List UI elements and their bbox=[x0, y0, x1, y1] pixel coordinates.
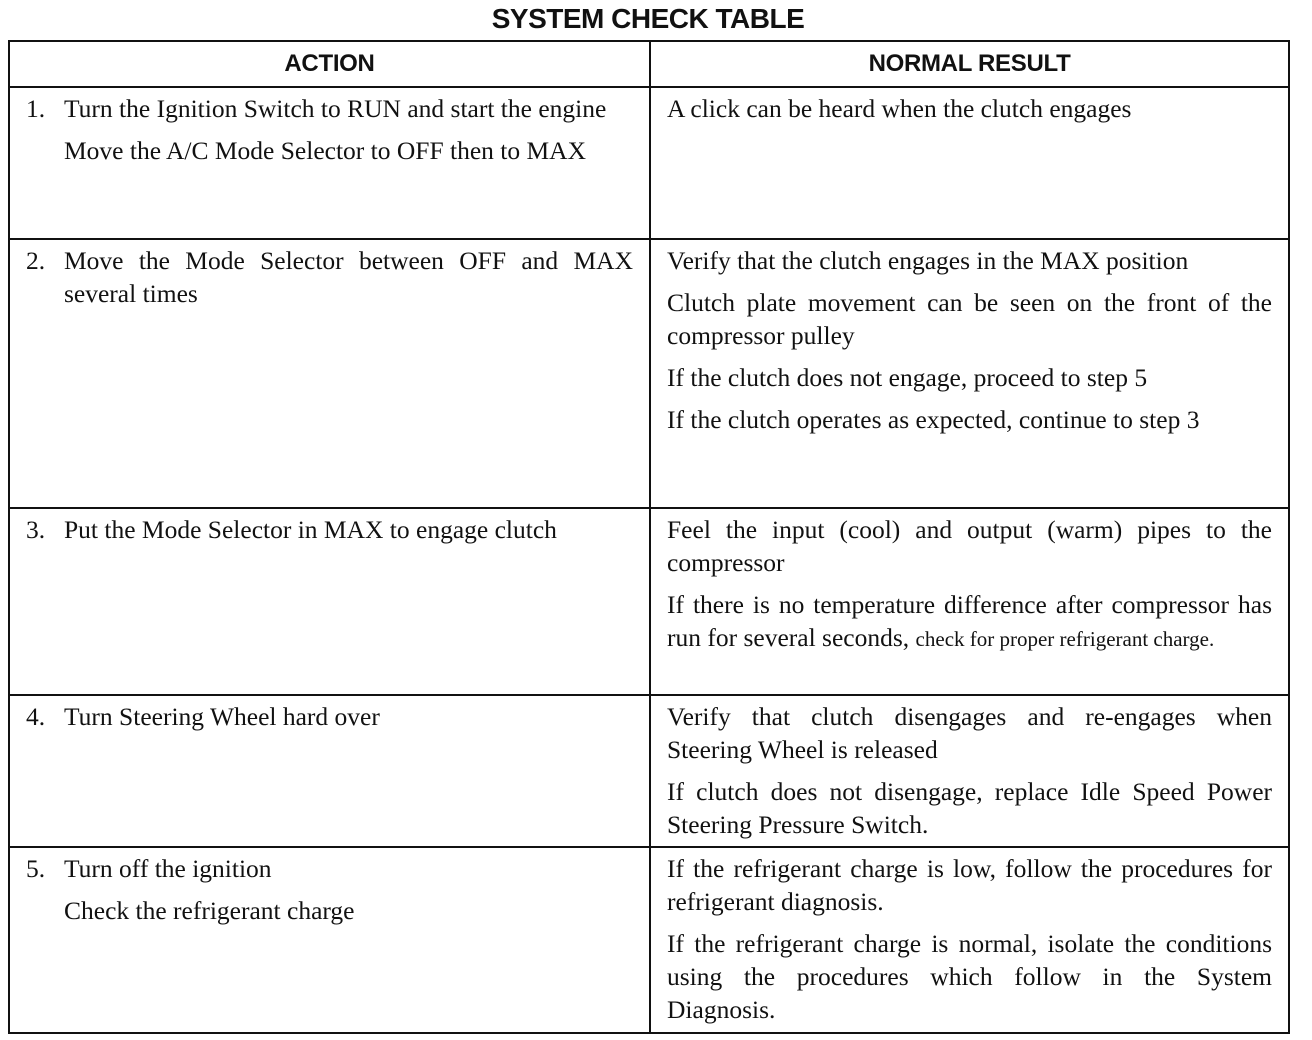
result-cell bbox=[650, 508, 1289, 695]
step-number: 2. bbox=[26, 246, 46, 275]
result-text: If the refrigerant charge is low, follow the procedures for refrigerant diagnosis. bbox=[667, 854, 1272, 916]
action-cell bbox=[9, 87, 650, 239]
action-text: Put the Mode Selector in MAX to engage clutch bbox=[64, 515, 557, 544]
result-text: If the refrigerant charge is normal, isolate the conditions using the procedures which follow in the System Diagnosis. bbox=[667, 929, 1272, 1024]
table-row bbox=[9, 87, 1289, 239]
result-text: If clutch does not disengage, replace Idle Speed Power Steering Pressure Switch. bbox=[667, 777, 1272, 839]
step-number: 4. bbox=[26, 702, 46, 731]
action-text: Turn Steering Wheel hard over bbox=[64, 702, 380, 731]
result-text: Feel the input (cool) and output (warm) pipes to the compressor bbox=[667, 515, 1272, 577]
result-cell bbox=[650, 239, 1289, 508]
result-text: Verify that the clutch engages in the MAX position bbox=[667, 246, 1189, 275]
action-text: Turn the Ignition Switch to RUN and start the engine bbox=[64, 94, 607, 123]
action-cell bbox=[9, 508, 650, 695]
result-cell bbox=[650, 87, 1289, 239]
action-cell bbox=[9, 239, 650, 508]
result-text: Verify that clutch disengages and re-engages when Steering Wheel is released bbox=[667, 702, 1272, 764]
table-row bbox=[9, 239, 1289, 508]
header-normal-result: NORMAL RESULT bbox=[650, 41, 1289, 87]
action-cell bbox=[9, 847, 650, 1033]
action-text: Move the A/C Mode Selector to OFF then to MAX bbox=[64, 136, 587, 165]
action-text: Turn off the ignition bbox=[64, 854, 272, 883]
result-text-main: If there is no temperature difference after compressor has run for several seconds, bbox=[667, 590, 1272, 652]
header-action: ACTION bbox=[9, 41, 650, 87]
table-row bbox=[9, 508, 1289, 695]
table-title: SYSTEM CHECK TABLE bbox=[491, 3, 805, 34]
result-text: If the clutch operates as expected, continue to step 3 bbox=[667, 405, 1200, 434]
system-check-table bbox=[8, 40, 1290, 1034]
result-cell bbox=[650, 695, 1289, 847]
action-cell bbox=[9, 695, 650, 847]
table-row bbox=[9, 847, 1289, 1033]
action-text: Check the refrigerant charge bbox=[64, 896, 355, 925]
result-cell bbox=[650, 847, 1289, 1033]
step-number: 3. bbox=[26, 515, 46, 544]
result-text bbox=[667, 588, 1272, 656]
result-text: If the clutch does not engage, proceed to step 5 bbox=[667, 363, 1148, 392]
result-text-small: check for proper refrigerant charge. bbox=[915, 627, 1215, 651]
step-number: 1. bbox=[26, 94, 46, 123]
result-text: Clutch plate movement can be seen on the front of the compressor pulley bbox=[667, 288, 1272, 350]
header-row bbox=[9, 41, 1289, 87]
result-text: A click can be heard when the clutch engages bbox=[667, 94, 1132, 123]
step-number: 5. bbox=[26, 854, 46, 883]
table-row bbox=[9, 695, 1289, 847]
action-text: Move the Mode Selector between OFF and MAX several times bbox=[64, 246, 633, 308]
